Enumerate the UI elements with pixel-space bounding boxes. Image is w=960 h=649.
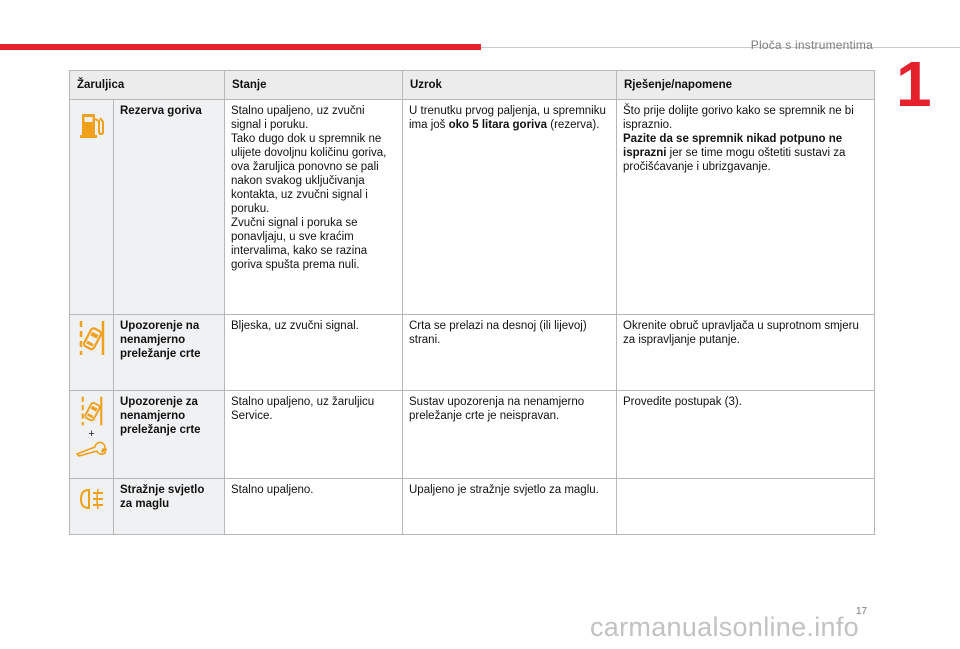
- fuel-pump-icon: [79, 110, 105, 140]
- lamp-solution: Okrenite obruč upravljača u suprotnom smjeru za ispravljanje putanje.: [617, 315, 875, 391]
- lamp-icon-cell: [70, 100, 114, 315]
- chapter-number: 1: [896, 48, 932, 120]
- lamp-name: Upozorenje za nenamjerno preležanje crte: [114, 391, 225, 479]
- table-row: [70, 479, 875, 535]
- page-title: Ploča s instrumentima: [750, 38, 873, 52]
- lamp-state: Stalno upaljeno, uz žaruljicu Service.: [225, 391, 403, 479]
- lamp-solution: Provedite postupak (3).: [617, 391, 875, 479]
- lamp-solution: [617, 479, 875, 535]
- column-header-lamp: Žaruljica: [70, 71, 225, 100]
- lamp-name: Stražnje svjetlo za maglu: [114, 479, 225, 535]
- table-row: [70, 391, 875, 479]
- table-row: [70, 315, 875, 391]
- cause-bold: oko 5 litara goriva: [448, 119, 548, 131]
- lamp-name: Rezerva goriva: [114, 100, 225, 315]
- plus-sign: +: [88, 428, 95, 440]
- solution-text: Što prije dolijte gorivo kako se spremnik ne bi ispraznio.: [623, 105, 854, 131]
- lamp-icon-cell: [70, 391, 114, 479]
- lamp-name: Upozorenje na nenamjerno preležanje crte: [114, 315, 225, 391]
- lamp-state: Stalno upaljeno.: [225, 479, 403, 535]
- rear-fog-lamp-icon: [78, 487, 106, 511]
- warning-lamps-table: [69, 70, 875, 535]
- lamp-icon-cell: [70, 479, 114, 535]
- table-row: [70, 100, 875, 315]
- table-header-row: [70, 71, 875, 100]
- header-accent-bar: [0, 44, 481, 50]
- cause-text-end: (rezerva).: [547, 119, 600, 131]
- cause-text: U trenutku prvog paljenja, u spremniku ima još: [409, 105, 606, 131]
- column-header-state: Stanje: [225, 71, 403, 100]
- column-header-cause: Uzrok: [403, 71, 617, 100]
- lane-departure-icon: [77, 319, 107, 357]
- lamp-cause: [403, 100, 617, 315]
- solution-text-end: jer se time mogu oštetiti sustavi za pročišćavanje i ubrizgavanje.: [623, 147, 846, 173]
- state-line-1: Stalno upaljeno, uz zvučni signal i poruku.: [231, 105, 365, 131]
- state-line-3: Zvučni signal i poruka se ponavljaju, u sve kraćim intervalima, kako se razina goriva spušta prema nuli.: [231, 217, 368, 271]
- lane-departure-icon: [79, 395, 105, 427]
- page-number: 17: [856, 606, 868, 617]
- watermark: carmanualsonline.info: [590, 612, 859, 642]
- wrench-service-icon: [75, 441, 109, 457]
- lamp-cause: Sustav upozorenja na nenamjerno preležanje crte je neispravan.: [403, 391, 617, 479]
- lamp-cause: Upaljeno je stražnje svjetlo za maglu.: [403, 479, 617, 535]
- header-rule: [481, 47, 960, 48]
- lamp-solution: [617, 100, 875, 315]
- column-header-solution: Rješenje/napomene: [617, 71, 875, 100]
- state-line-2: Tako dugo dok u spremnik ne ulijete dovoljnu količinu goriva, ova žaruljica ponovno se pali nakon svakog uključivanja kontakta, uz zvučni signal i poruku.: [231, 133, 387, 215]
- lamp-icon-cell: [70, 315, 114, 391]
- lamp-state: Bljeska, uz zvučni signal.: [225, 315, 403, 391]
- lamp-state: [225, 100, 403, 315]
- lamp-cause: Crta se prelazi na desnoj (ili lijevoj) strani.: [403, 315, 617, 391]
- solution-bold: Pazite da se spremnik nikad potpuno ne isprazni: [623, 133, 843, 159]
